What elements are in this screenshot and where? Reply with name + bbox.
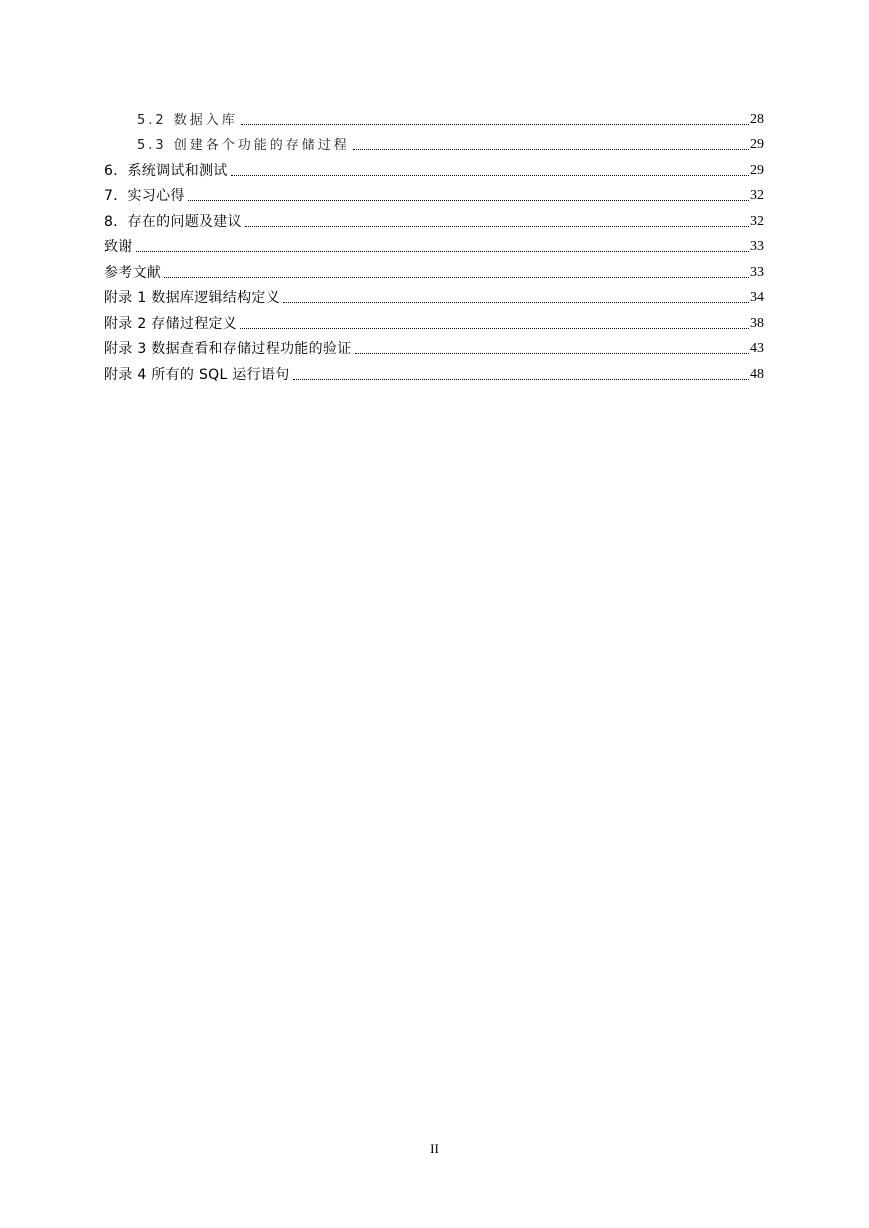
toc-entry-title: 致谢 xyxy=(104,239,133,255)
toc-entry-page: 29 xyxy=(750,137,764,152)
toc-entry-5-2[interactable] xyxy=(104,103,764,129)
toc-leader-dots xyxy=(164,277,749,278)
toc-entry-appendix-4[interactable] xyxy=(104,358,764,384)
toc-entry-title: 附录 4 所有的 SQL 运行语句 xyxy=(104,366,290,383)
toc-entry-page: 28 xyxy=(750,111,764,127)
toc-entry-page: 32 xyxy=(750,213,764,229)
toc-entry-page: 38 xyxy=(750,315,764,331)
toc-leader-dots xyxy=(240,328,749,329)
toc-entry-title: 附录 3 数据查看和存储过程功能的验证 xyxy=(104,341,352,357)
toc-entry-page: 29 xyxy=(750,162,764,178)
toc-leader-dots xyxy=(293,379,749,380)
toc-entry-appendix-1[interactable] xyxy=(104,282,764,308)
toc-entry-title: 附录 1 数据库逻辑结构定义 xyxy=(104,290,281,306)
toc-entry-page: 33 xyxy=(750,264,764,280)
table-of-contents xyxy=(104,103,764,384)
toc-entry-acknowledgements[interactable] xyxy=(104,231,764,257)
toc-entry-page: 48 xyxy=(750,366,764,382)
toc-entry-title: 5.3 创建各个功能的存储过程 xyxy=(137,138,350,153)
toc-entry-title: 6．系统调试和测试 xyxy=(104,162,228,179)
toc-entry-page: 34 xyxy=(750,290,764,305)
toc-entry-5-3[interactable] xyxy=(104,129,764,155)
toc-entry-title: 参考文献 xyxy=(104,264,162,281)
toc-entry-title: 5.2 数据入库 xyxy=(137,112,238,128)
toc-entry-page: 43 xyxy=(750,341,764,356)
toc-leader-dots xyxy=(136,251,749,252)
toc-leader-dots xyxy=(353,149,749,150)
toc-leader-dots xyxy=(245,226,749,227)
toc-entry-appendix-2[interactable] xyxy=(104,307,764,333)
toc-entry-references[interactable] xyxy=(104,256,764,282)
toc-entry-page: 32 xyxy=(750,188,764,203)
page-number: II xyxy=(430,1141,439,1156)
toc-entry-title: 7．实习心得 xyxy=(104,188,185,204)
toc-leader-dots xyxy=(283,302,749,303)
toc-entry-title: 附录 2 存储过程定义 xyxy=(104,315,238,332)
toc-leader-dots xyxy=(241,124,749,125)
toc-leader-dots xyxy=(231,175,749,176)
toc-entry-title: 8．存在的问题及建议 xyxy=(104,213,242,230)
toc-entry-6[interactable] xyxy=(104,154,764,180)
toc-leader-dots xyxy=(188,200,749,201)
toc-entry-8[interactable] xyxy=(104,205,764,231)
toc-entry-page: 33 xyxy=(750,239,764,254)
toc-entry-appendix-3[interactable] xyxy=(104,333,764,359)
toc-entry-7[interactable] xyxy=(104,180,764,206)
toc-leader-dots xyxy=(355,353,749,354)
